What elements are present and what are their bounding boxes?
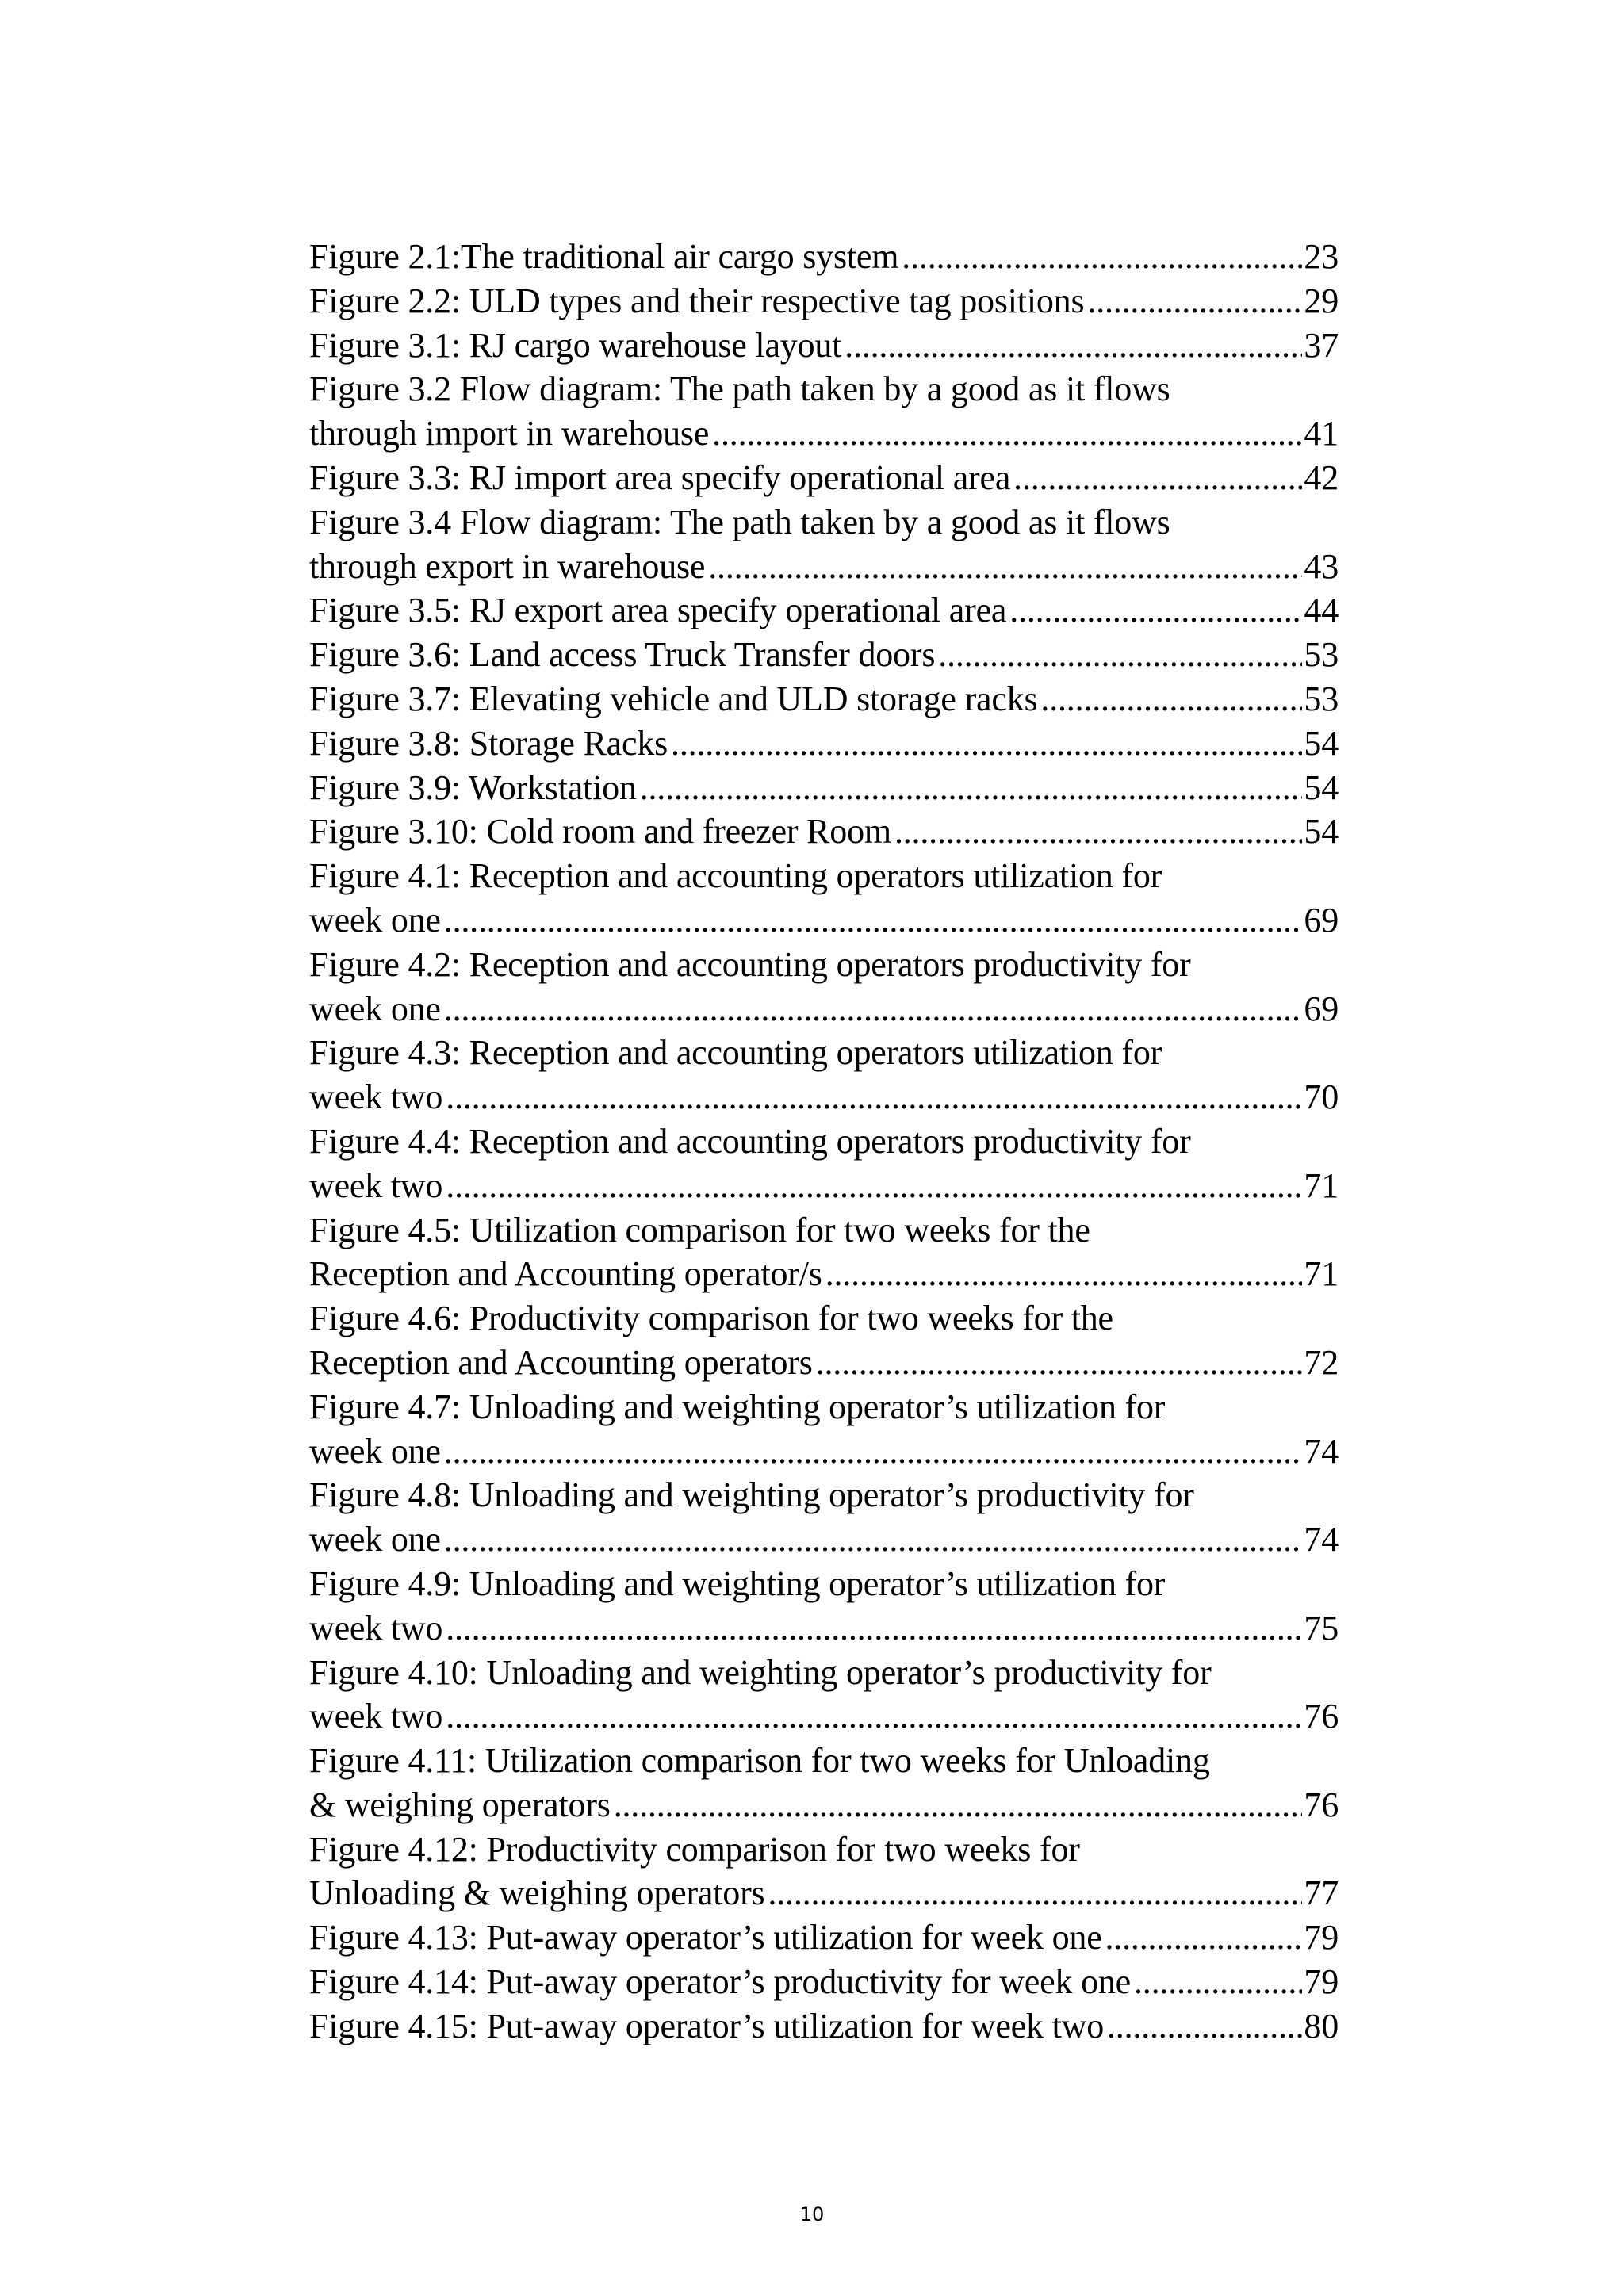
toc-entry-last-line [309,1606,1339,1651]
toc-entry-title-line: Figure 4.3: Reception and accounting operators utilization for [309,1033,1162,1073]
toc-entry-last-line [309,545,1339,589]
dot-leader [444,1429,1303,1474]
toc-entry-last-line [309,633,1339,677]
dot-leader [446,1075,1302,1119]
dot-leader [1087,279,1302,323]
list-of-figures [309,235,1339,2049]
toc-entry-title-line: week one [309,989,441,1028]
toc-entry-page-number: 74 [1304,1520,1339,1559]
toc-entry-last-line [309,411,1339,456]
toc-entry-title-line: Reception and Accounting operator/s [309,1254,822,1294]
dot-leader [1105,1915,1303,1960]
dot-leader [1134,1960,1302,2004]
toc-entry-title-line: Figure 2.2: ULD types and their respective tag positions [309,281,1085,320]
toc-entry-title-line: through import in warehouse [309,414,710,453]
toc-entry-page-number: 71 [1304,1165,1339,1205]
dot-leader [1107,2004,1302,2049]
toc-entry [309,500,1339,589]
toc-entry-page-number: 53 [1304,679,1339,718]
toc-entry-page-number: 29 [1304,281,1339,320]
toc-entry-title-line: Figure 4.5: Utilization comparison for two weeks for the [309,1210,1090,1249]
toc-entry [309,1473,1339,1562]
toc-entry [309,2004,1339,2049]
toc-entry-title-line: week one [309,900,441,939]
toc-entry-page-number: 54 [1304,812,1339,851]
toc-entry [309,854,1339,943]
toc-entry-title-line: Figure 3.1: RJ cargo warehouse layout [309,325,842,365]
toc-entry [309,721,1339,766]
toc-entry [309,1031,1339,1119]
toc-entry [309,588,1339,633]
toc-entry-page-number: 54 [1304,767,1339,807]
toc-entry-page-number: 53 [1304,635,1339,675]
toc-entry [309,1915,1339,1960]
toc-entry-last-line [309,235,1339,279]
toc-entry-page-number: 79 [1304,1962,1339,2002]
dot-leader [902,235,1302,279]
page-number: 10 [799,2203,825,2225]
toc-entry [309,1827,1339,1916]
dot-leader [446,1694,1302,1739]
toc-entry [309,1296,1339,1385]
toc-entry-title-line: Figure 4.4: Reception and accounting operators productivity for [309,1121,1191,1161]
dot-leader [712,411,1302,456]
dot-leader [1040,677,1302,721]
toc-entry-page-number: 37 [1304,325,1339,365]
toc-entry-title-line: Figure 4.14: Put-away operator’s productivity for week one [309,1962,1131,2002]
toc-entry [309,809,1339,854]
dot-leader [1009,588,1302,633]
dot-leader [446,1606,1302,1651]
toc-entry-page-number: 23 [1304,237,1339,276]
toc-entry-last-line [309,1783,1339,1827]
toc-entry-page-number: 44 [1304,591,1339,630]
toc-entry-last-line [309,1341,1339,1385]
toc-entry-title-line: Unloading & weighing operators [309,1873,765,1913]
toc-entry [309,1208,1339,1297]
dot-leader [640,766,1303,810]
toc-entry-page-number: 54 [1304,723,1339,763]
toc-entry-last-line [309,766,1339,810]
dot-leader [894,809,1302,854]
dot-leader [938,633,1302,677]
toc-entry-title-line: Figure 4.11: Utilization comparison for two weeks for Unloading [309,1741,1210,1781]
toc-entry-title-line: Figure 4.1: Reception and accounting operators utilization for [309,856,1162,896]
toc-entry [309,1562,1339,1651]
toc-entry [309,677,1339,721]
toc-entry-last-line [309,677,1339,721]
toc-entry-title-line: Figure 2.1:The traditional air cargo system [309,237,899,276]
dot-leader [614,1783,1303,1827]
toc-entry [309,456,1339,500]
toc-entry-last-line [309,279,1339,323]
toc-entry-title-line: week two [309,1165,443,1205]
toc-entry [309,633,1339,677]
toc-entry-last-line [309,1915,1339,1960]
dot-leader [444,1517,1303,1562]
toc-entry-title-line: Figure 4.13: Put-away operator’s utilization for week one [309,1918,1102,1957]
toc-entry-page-number: 69 [1304,900,1339,939]
toc-entry-title-line: Figure 3.6: Land access Truck Transfer doors [309,635,936,675]
toc-entry-page-number: 75 [1304,1608,1339,1647]
dot-leader [444,898,1303,943]
toc-entry-page-number: 77 [1304,1873,1339,1913]
toc-entry-last-line [309,809,1339,854]
toc-entry-last-line [309,987,1339,1031]
toc-entry-last-line [309,1694,1339,1739]
toc-entry-title-line: week two [309,1608,443,1647]
toc-entry-title-line: Figure 4.12: Productivity comparison for two weeks for [309,1829,1080,1869]
dot-leader [845,323,1302,368]
toc-entry-page-number: 72 [1304,1342,1339,1382]
toc-entry-title-line: Figure 4.15: Put-away operator’s utilization for week two [309,2006,1104,2045]
toc-entry-title-line: Figure 4.9: Unloading and weighting operator’s utilization for [309,1563,1166,1603]
toc-entry-page-number: 41 [1304,414,1339,453]
toc-entry-last-line [309,456,1339,500]
toc-entry-title-line: week two [309,1697,443,1736]
toc-entry [309,323,1339,368]
toc-entry-title-line: Figure 4.8: Unloading and weighting operator’s productivity for [309,1475,1194,1515]
dot-leader [1013,456,1302,500]
toc-entry-page-number: 70 [1304,1077,1339,1117]
toc-entry [309,279,1339,323]
toc-entry-title-line: week one [309,1431,441,1471]
toc-entry-last-line [309,323,1339,368]
toc-entry-page-number: 79 [1304,1918,1339,1957]
dot-leader [446,1164,1302,1208]
toc-entry-title-line: Figure 3.5: RJ export area specify operational area [309,591,1007,630]
toc-entry-page-number: 76 [1304,1697,1339,1736]
toc-entry-title-line: Figure 4.6: Productivity comparison for two weeks for the [309,1299,1113,1338]
toc-entry-title-line: Figure 3.3: RJ import area specify operational area [309,457,1011,497]
toc-entry-last-line [309,2004,1339,2049]
toc-entry-page-number: 43 [1304,546,1339,586]
toc-entry-last-line [309,1429,1339,1474]
toc-entry [309,235,1339,279]
toc-entry [309,1651,1339,1739]
toc-entry [309,1960,1339,2004]
toc-entry-last-line [309,1517,1339,1562]
toc-entry-page-number: 74 [1304,1431,1339,1471]
toc-entry-title-line: Figure 3.10: Cold room and freezer Room [309,812,891,851]
toc-entry-title-line: through export in warehouse [309,546,706,586]
toc-entry-last-line [309,1871,1339,1915]
toc-entry-last-line [309,588,1339,633]
toc-entry-title-line: Figure 4.10: Unloading and weighting operator’s productivity for [309,1652,1212,1692]
toc-entry [309,766,1339,810]
toc-entry-title-line: Figure 3.2 Flow diagram: The path taken by a good as it flows [309,369,1170,409]
toc-entry-title-line: Figure 4.2: Reception and accounting operators productivity for [309,944,1191,984]
dot-leader [825,1252,1303,1296]
dot-leader [708,545,1302,589]
dot-leader [816,1341,1303,1385]
dot-leader [444,987,1303,1031]
toc-entry-last-line [309,1960,1339,2004]
toc-entry-page-number: 76 [1304,1785,1339,1824]
toc-entry-title-line: Figure 3.9: Workstation [309,767,637,807]
toc-entry-title-line: Figure 3.8: Storage Racks [309,723,668,763]
toc-entry-title-line: week one [309,1520,441,1559]
dot-leader [768,1871,1302,1915]
dot-leader [671,721,1302,766]
toc-entry-title-line: week two [309,1077,443,1117]
toc-entry-page-number: 71 [1304,1254,1339,1294]
toc-entry-last-line [309,721,1339,766]
toc-entry-title-line: Figure 4.7: Unloading and weighting operator’s utilization for [309,1387,1166,1426]
toc-entry [309,1119,1339,1208]
toc-entry-last-line [309,898,1339,943]
toc-entry-title-line: Figure 3.7: Elevating vehicle and ULD storage racks [309,679,1038,718]
toc-entry-title-line: & weighing operators [309,1785,611,1824]
toc-entry [309,943,1339,1031]
toc-entry-last-line [309,1075,1339,1119]
toc-entry-title-line: Figure 3.4 Flow diagram: The path taken by a good as it flows [309,502,1170,541]
toc-entry [309,1385,1339,1474]
toc-entry [309,1739,1339,1827]
toc-entry-last-line [309,1252,1339,1296]
toc-entry-title-line: Reception and Accounting operators [309,1342,813,1382]
toc-entry-last-line [309,1164,1339,1208]
toc-entry-page-number: 69 [1304,989,1339,1028]
toc-entry-page-number: 42 [1304,457,1339,497]
toc-entry [309,367,1339,456]
toc-entry-page-number: 80 [1304,2006,1339,2045]
